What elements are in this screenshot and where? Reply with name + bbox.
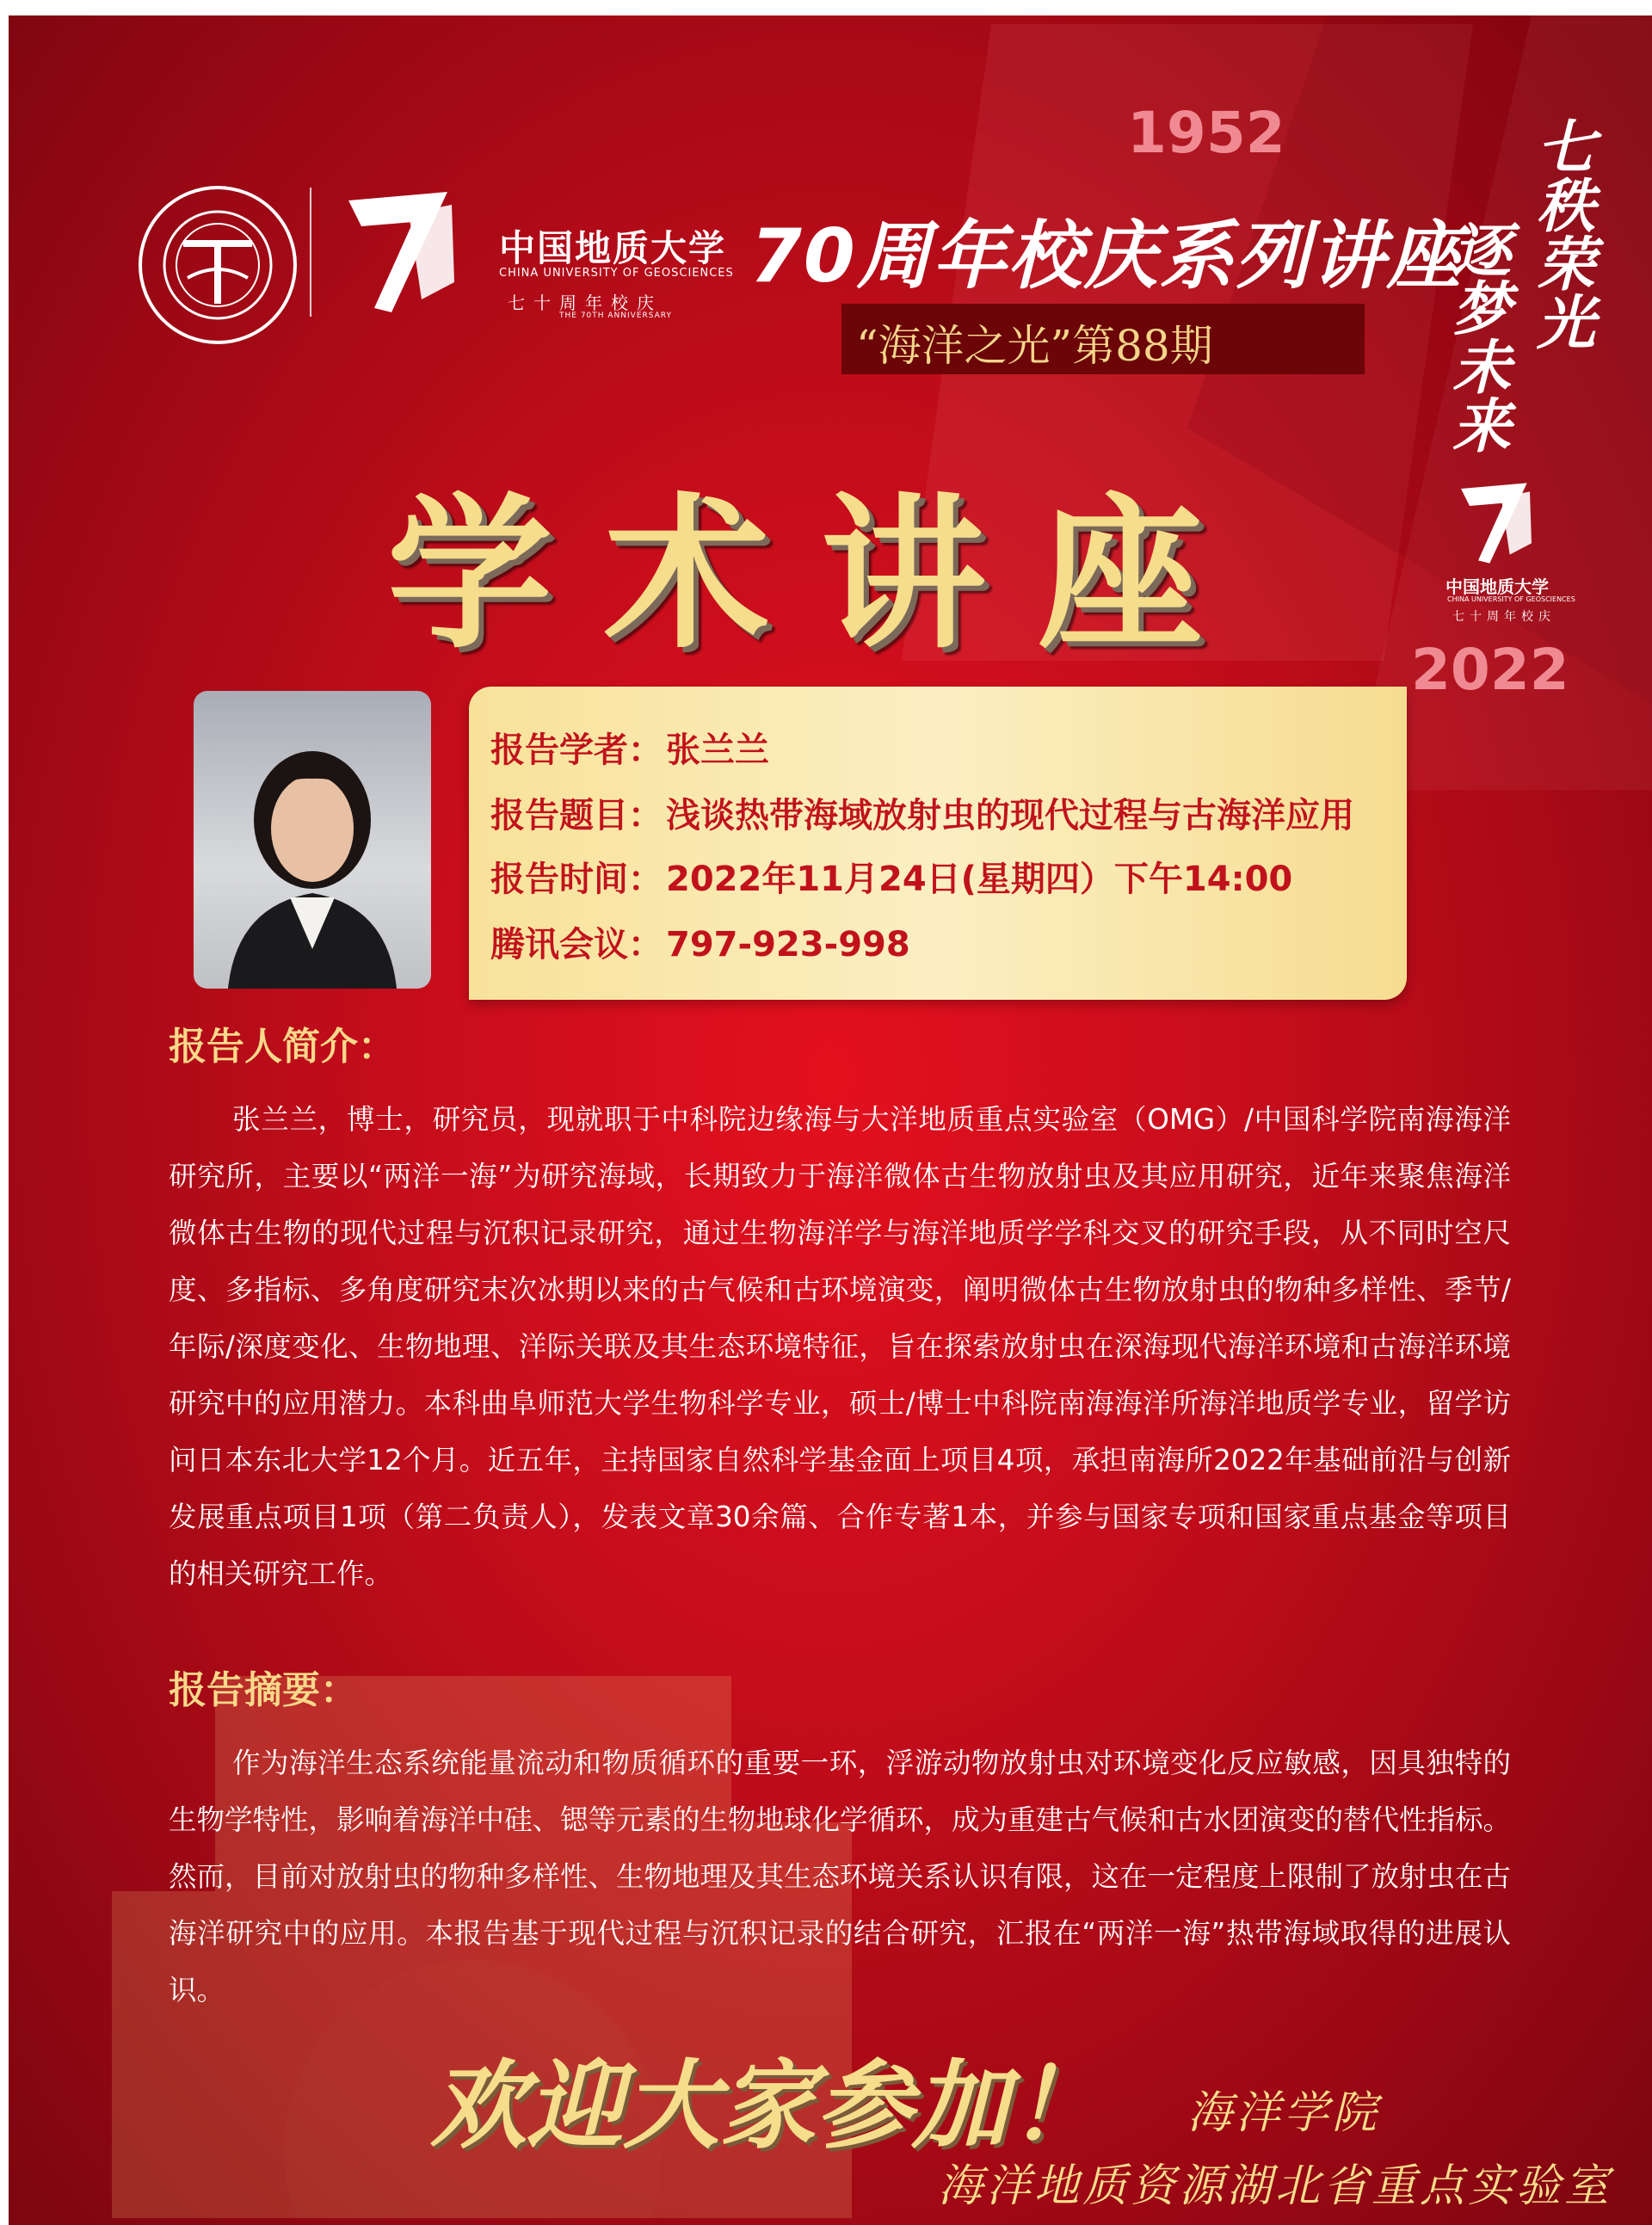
end-year: 2022 — [1411, 637, 1569, 703]
topic-value: 浅谈热带海域放射虫的现代过程与古海洋应用 — [666, 796, 1354, 835]
side-university-name: 中国地质大学 — [1446, 576, 1549, 597]
anniversary-en: THE 70TH ANNIVERSARY — [559, 311, 672, 320]
speaker-photo — [194, 691, 431, 989]
bio-heading: 报告人简介： — [169, 1025, 396, 1069]
university-seal-icon — [136, 183, 299, 347]
series-title: 70周年校庆系列讲座 — [750, 213, 1463, 299]
meeting-label: 腾讯会议： — [490, 925, 663, 965]
poster — [9, 15, 1652, 2225]
organizer-2: 海洋地质资源湖北省重点实验室 — [938, 2160, 1613, 2212]
meeting-row — [490, 917, 910, 966]
start-year: 1952 — [1127, 100, 1285, 166]
anniversary-cn: 七十周年校庆 — [508, 293, 663, 313]
abstract-heading: 报告摘要： — [169, 1668, 358, 1712]
topic-label: 报告题目： — [490, 796, 663, 835]
organizer-1: 海洋学院 — [1187, 2087, 1381, 2139]
meeting-id: 797-923-998 — [666, 925, 910, 965]
anniversary-70-logo-icon — [344, 188, 456, 317]
speaker-name: 张兰兰 — [666, 730, 769, 770]
side-university-name-en: CHINA UNIVERSITY OF GEOSCIENCES — [1447, 595, 1575, 603]
topic-row — [490, 788, 1354, 837]
main-title: 学术讲座 — [387, 478, 1254, 671]
issue-label: “海洋之光”第88期 — [856, 321, 1213, 371]
university-name-en: CHINA UNIVERSITY OF GEOSCIENCES — [499, 267, 734, 280]
welcome-slogan: 欢迎大家参加！ — [430, 2049, 1105, 2162]
side-anniversary: 七十周年校庆 — [1452, 610, 1556, 624]
speaker-row — [490, 723, 769, 772]
university-name-cn: 中国地质大学 — [499, 227, 727, 269]
time-label: 报告时间： — [490, 860, 663, 899]
speaker-label: 报告学者： — [490, 730, 663, 770]
logo-divider — [310, 188, 311, 317]
speaker-portrait-icon — [194, 691, 431, 989]
bio-paragraph: 张兰兰，博士，研究员，现就职于中科院边缘海与大洋地质重点实验室（OMG）/中国科学院南海海洋研究所，主要以“两洋一海”为研究海域，长期致力于海洋微体古生物放射虫及其应用研究，近年来聚焦海洋微体古生物的现代过程与沉积记录研究，通过生物海洋学与海洋地质学学科交叉的研究手段，从不同时空尺度、多指标、多角度研究末次冰期以来的古气候和古环境演变，阐明微体古生物放射虫的物种多样性、季节/年际/深度变化、生物地理、洋际关联及其生态环境特征，旨在探索放射虫在深海现代海洋环境和古海洋环境研究中的应用潜力。本科曲阜师范大学生物科学专业，硕士/博士中科院南海海洋所海洋地质学专业，留学访问日本东北大学12个月。近五年，主持国家自然科学基金面上项目4项，承担南海所2022年基础前沿与创新发展重点项目1项（第二负责人），发表文章30余篇、合作专著1本，并参与国家专项和国家重点基金等项目的相关研究工作。 — [169, 1103, 1511, 1590]
slogan-line1: 七秩荣光 — [1536, 114, 1595, 358]
anniversary-70-small-logo-icon — [1454, 480, 1537, 566]
time-row — [490, 852, 1292, 901]
abstract-paragraph: 作为海洋生态系统能量流动和物质循环的重要一环，浮游动物放射虫对环境变化反应敏感，因具独特的生物学特性，影响着海洋中硅、锶等元素的生物地球化学循环，成为重建古气候和古水团演变的替代性指标。然而，目前对放射虫的物种多样性、生物地理及其生态环境关系认识有限，这在一定程度上限制了放射虫在古海洋研究中的应用。本报告基于现代过程与沉积记录的结合研究，汇报在“两洋一海”热带海域取得的进展认识。 — [169, 1747, 1512, 2006]
time-value: 2022年11月24日(星期四）下午14:00 — [666, 860, 1293, 899]
slogan-line2: 逐梦未来 — [1452, 217, 1511, 461]
